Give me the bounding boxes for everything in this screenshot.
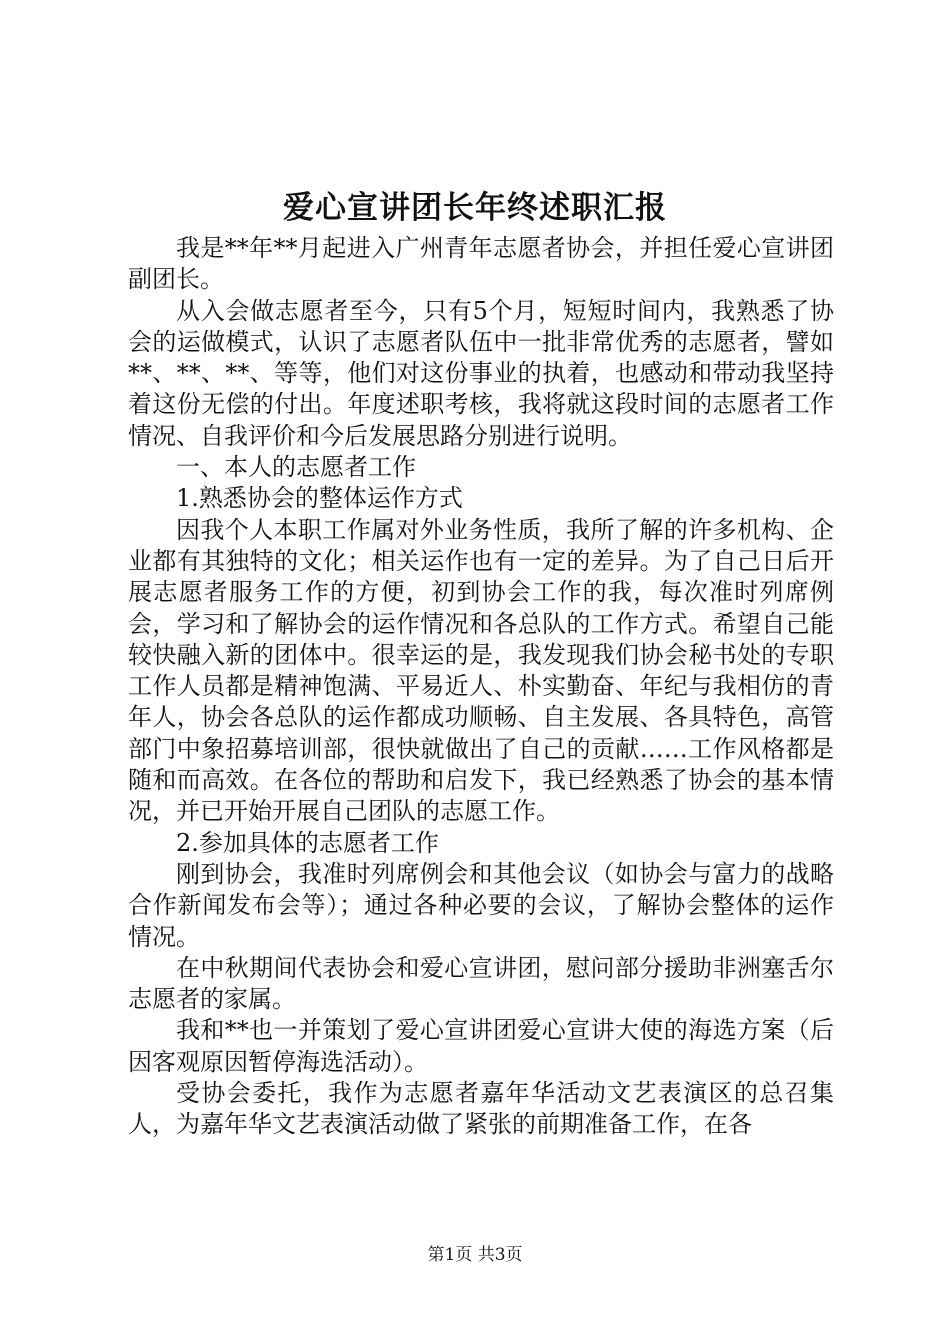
subheading-2: 2.参加具体的志愿者工作 xyxy=(176,828,439,857)
paragraph-familiarize: 因我个人本职工作属对外业务性质，我所了解的许多机构、企业都有其独特的文化；相关运作也有一定的差异。为了自己日后开展志愿者服务工作的方便，初到协会工作的我，每次准时列席例会，学习和了解协会的运作情况和各总队的工作方式。希望自己能较快融入新的团体中。很幸运的是，我发现我们协会秘书处的专职工作人员都是精神饱满、平易近人、朴实勤奋、年纪与我相仿的青年人，协会各总队的运作都成功顺畅、自主发展、各具特色，高管部门中象招募培训部，很快就做出了自己的贡献……工作风格都是随和而高效。在各位的帮助和启发下，我已经熟悉了协会的基本情况，并已开始开展自己团队的志愿工作。 xyxy=(128,515,834,826)
document-body xyxy=(128,233,834,1141)
document-title: 爱心宣讲团长年终述职汇报 xyxy=(283,190,667,226)
paragraph-carnival: 受协会委托，我作为志愿者嘉年华活动文艺表演区的总召集人，为嘉年华文艺表演活动做了紧张的前期准备工作，在各 xyxy=(128,1079,834,1139)
paragraph-mid-autumn: 在中秋期间代表协会和爱心宣讲团，慰问部分援助非洲塞舌尔志愿者的家属。 xyxy=(128,953,834,1014)
paragraph-intro: 我是**年**月起进入广州青年志愿者协会，并担任爱心宣讲团副团长。 xyxy=(128,234,834,294)
paragraph-selection-plan: 我和**也一并策划了爱心宣讲团爱心宣讲大使的海选方案（后因客观原因暂停海选活动）。 xyxy=(128,1016,834,1076)
paragraph-meetings: 刚到协会，我准时列席例会和其他会议（如协会与富力的战略合作新闻发布会等）；通过各种必要的会议，了解协会整体的运作情况。 xyxy=(128,859,834,951)
paragraph-overview: 从入会做志愿者至今，只有5个月，短短时间内，我熟悉了协会的运做模式，认识了志愿者队伍中一批非常优秀的志愿者，譬如**、**、**、等等，他们对这份事业的执着，也感动和带动我坚持着这份无偿的付出。年度述职考核，我将就这段时间的志愿者工作情况、自我评价和今后发展思路分别进行说明。 xyxy=(128,296,834,450)
subheading-1: 1.熟悉协会的整体运作方式 xyxy=(176,484,463,513)
page-footer: 第1页 共3页 xyxy=(427,1245,523,1265)
section-heading-1: 一、本人的志愿者工作 xyxy=(176,453,416,482)
